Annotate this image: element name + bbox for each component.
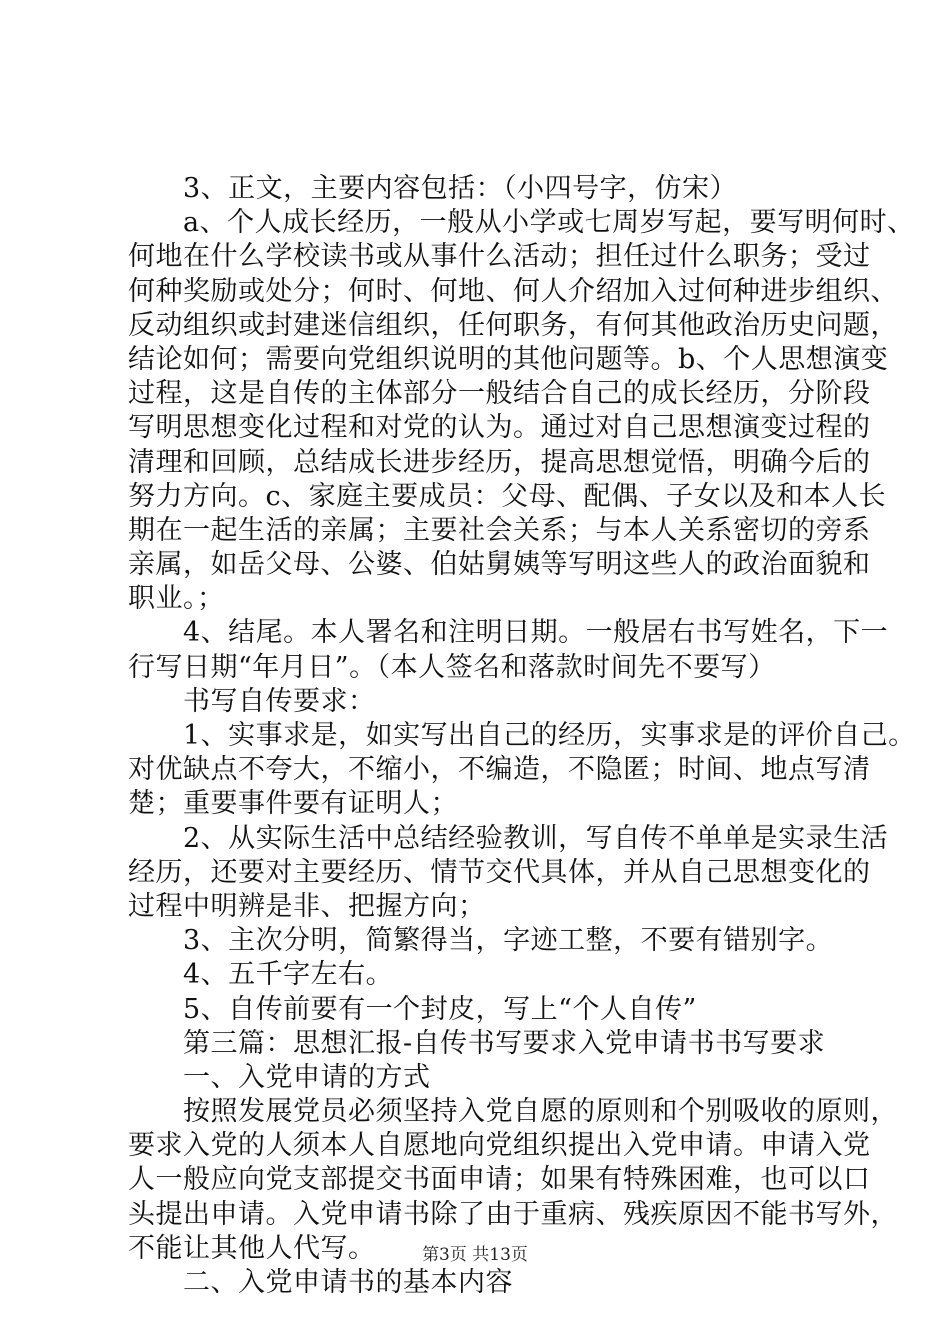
text-line: 清理和回顾，总结成长进步经历，提高思想觉悟，明确今后的	[128, 446, 871, 478]
text-line: 亲属，如岳父母、公婆、伯姑舅姨等写明这些人的政治面貌和	[128, 549, 871, 581]
text-line: 对优缺点不夸大，不缩小，不编造，不隐匿；时间、地点写清	[128, 754, 871, 786]
text-line: 努力方向。c、家庭主要成员：父母、配偶、子女以及和本人长	[128, 480, 887, 512]
section-heading: 书写自传要求：	[128, 685, 376, 717]
text-line: 4、结尾。本人署名和注明日期。一般居右书写姓名，下一	[128, 617, 889, 649]
text-line: 职业。；	[128, 583, 225, 615]
text-line: 写明思想变化过程和对党的认为。通过对自己思想演变过程的	[128, 412, 871, 444]
text-line: 期在一起生活的亲属；主要社会关系；与本人关系密切的旁系	[128, 514, 871, 546]
text-line: 要求入党的人须本人自愿地向党组织提出入党申请。申请入党	[128, 1130, 871, 1162]
text-line: 头提出申请。入党申请书除了由于重病、残疾原因不能书写外，	[128, 1198, 898, 1230]
text-line: 5、自传前要有一个封皮，写上“个人自传”	[128, 993, 697, 1025]
text-line: a、个人成长经历，一般从小学或七周岁写起，要写明何时、	[128, 207, 915, 239]
section-heading: 一、入党申请的方式	[128, 1061, 431, 1093]
text-line: 不能让其他人代写。	[128, 1232, 376, 1264]
text-line: 楚；重要事件要有证明人；	[128, 788, 458, 820]
text-line: 何种奖励或处分；何时、何地、何人介绍加入过何种进步组织、	[128, 275, 898, 307]
text-line: 2、从实际生活中总结经验教训，写自传不单单是实录生活	[128, 822, 889, 854]
text-line: 结论如何；需要向党组织说明的其他问题等。b、个人思想演变	[128, 343, 889, 375]
text-line: 3、正文，主要内容包括：（小四号字，仿宋）	[128, 173, 738, 204]
page-number-label: 第3页 共13页	[422, 1245, 528, 1265]
text-line: 何地在什么学校读书或从事什么活动；担任过什么职务；受过	[128, 241, 871, 273]
text-line: 3、主次分明，简繁得当，字迹工整，不要有错别字。	[128, 925, 834, 957]
text-line: 按照发展党员必须坚持入党自愿的原则和个别吸收的原则，	[128, 1096, 898, 1128]
text-line: 反动组织或封建迷信组织，任何职务，有何其他政治历史问题，	[128, 309, 898, 341]
text-line: 1、实事求是，如实写出自己的经历，实事求是的评价自己。	[128, 720, 916, 751]
page-footer	[0, 1240, 950, 1265]
chapter-heading: 第三篇：思想汇报-自传书写要求入党申请书书写要求	[128, 1027, 826, 1059]
text-line: 人一般应向党支部提交书面申请；如果有特殊困难，也可以口	[128, 1164, 871, 1196]
section-heading: 二、入党申请书的基本内容	[128, 1267, 513, 1298]
text-line: 过程，这是自传的主体部分一般结合自己的成长经历，分阶段	[128, 378, 871, 410]
text-line: 行写日期“年月日”。（本人签名和落款时间先不要写）	[128, 651, 776, 683]
document-body	[128, 172, 916, 1300]
text-line: 经历，还要对主要经历、情节交代具体，并从自己思想变化的	[128, 856, 871, 888]
text-line: 过程中明辨是非、把握方向；	[128, 890, 486, 922]
text-line: 4、五千字左右。	[128, 959, 394, 991]
